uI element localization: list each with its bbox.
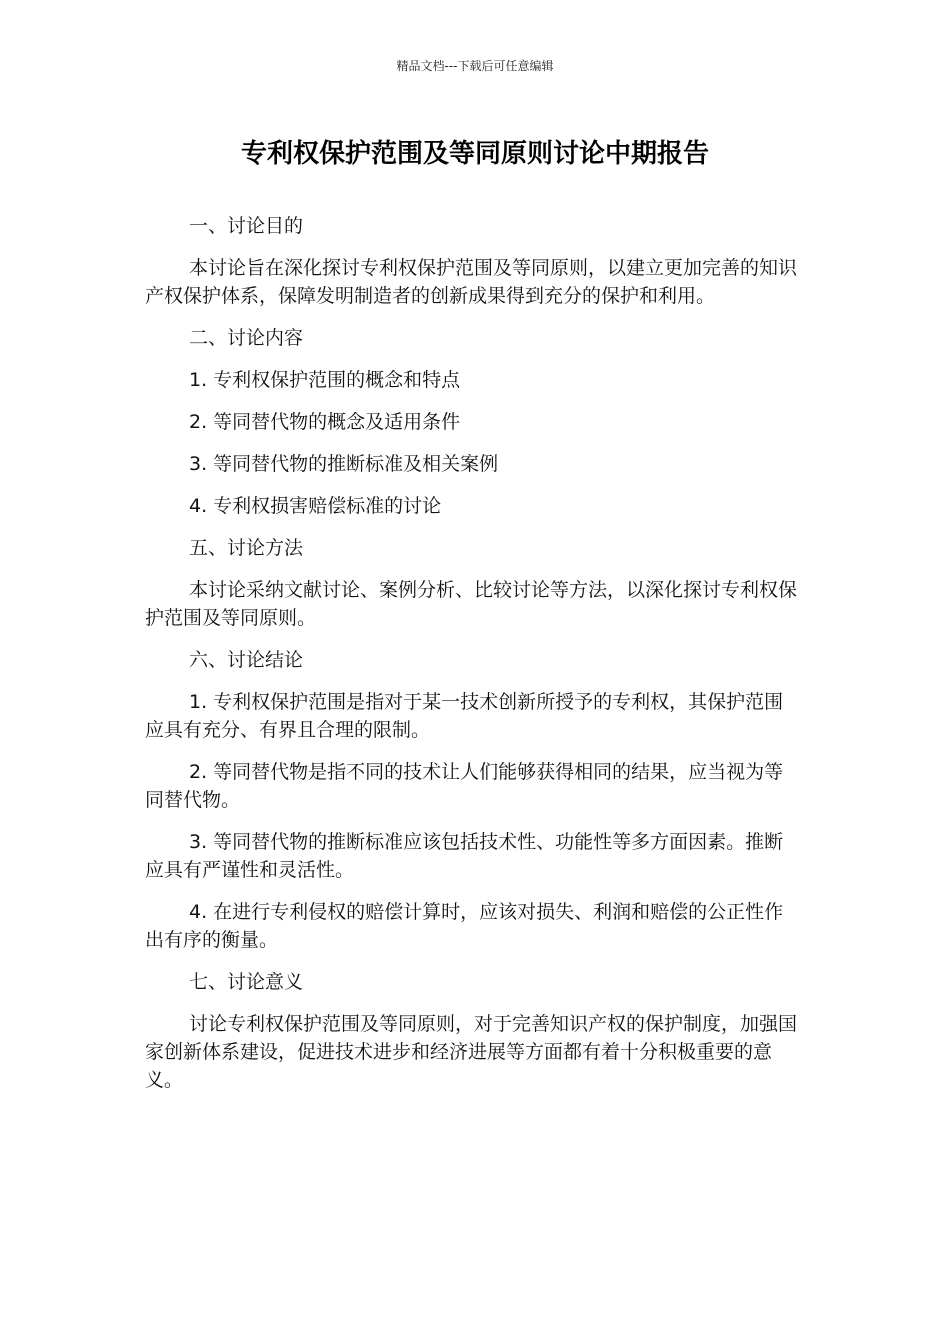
header-note: 精品文档---下载后可任意编辑 xyxy=(396,59,554,73)
list-item-content-4: 4. 专利权损害赔偿标准的讨论 xyxy=(189,495,442,517)
section-heading-conclusion: 六、讨论结论 xyxy=(189,649,304,671)
paragraph-significance: 讨论专利权保护范围及等同原则，对于完善知识产权的保护制度，加强国家创新体系建设，促进技术进步和经济进展等方面都有着十分积极重要的意义。 xyxy=(145,1013,798,1091)
section-heading-content: 二、讨论内容 xyxy=(189,327,304,349)
section-heading-method: 五、讨论方法 xyxy=(189,537,304,559)
list-item-conclusion-3: 3. 等同替代物的推断标准应该包括技术性、功能性等多方面因素。推断应具有严谨性和灵活性。 xyxy=(145,831,784,881)
list-item-conclusion-1: 1. 专利权保护范围是指对于某一技术创新所授予的专利权，其保护范围应具有充分、有界且合理的限制。 xyxy=(145,691,784,741)
list-item-conclusion-4: 4. 在进行专利侵权的赔偿计算时，应该对损失、利润和赔偿的公正性作出有序的衡量。 xyxy=(145,901,784,951)
section-heading-significance: 七、讨论意义 xyxy=(189,971,304,993)
section-heading-purpose: 一、讨论目的 xyxy=(189,215,304,237)
document-title: 专利权保护范围及等同原则讨论中期报告 xyxy=(240,139,709,169)
list-item-conclusion-2: 2. 等同替代物是指不同的技术让人们能够获得相同的结果，应当视为等同替代物。 xyxy=(145,761,784,811)
list-item-content-2: 2. 等同替代物的概念及适用条件 xyxy=(189,411,461,433)
paragraph-method: 本讨论采纳文献讨论、案例分析、比较讨论等方法，以深化探讨专利权保护范围及等同原则。 xyxy=(145,579,798,629)
document-body xyxy=(145,212,800,1108)
list-item-content-3: 3. 等同替代物的推断标准及相关案例 xyxy=(189,453,499,475)
list-item-content-1: 1. 专利权保护范围的概念和特点 xyxy=(189,369,461,391)
paragraph-purpose: 本讨论旨在深化探讨专利权保护范围及等同原则，以建立更加完善的知识产权保护体系，保障发明制造者的创新成果得到充分的保护和利用。 xyxy=(145,257,798,307)
